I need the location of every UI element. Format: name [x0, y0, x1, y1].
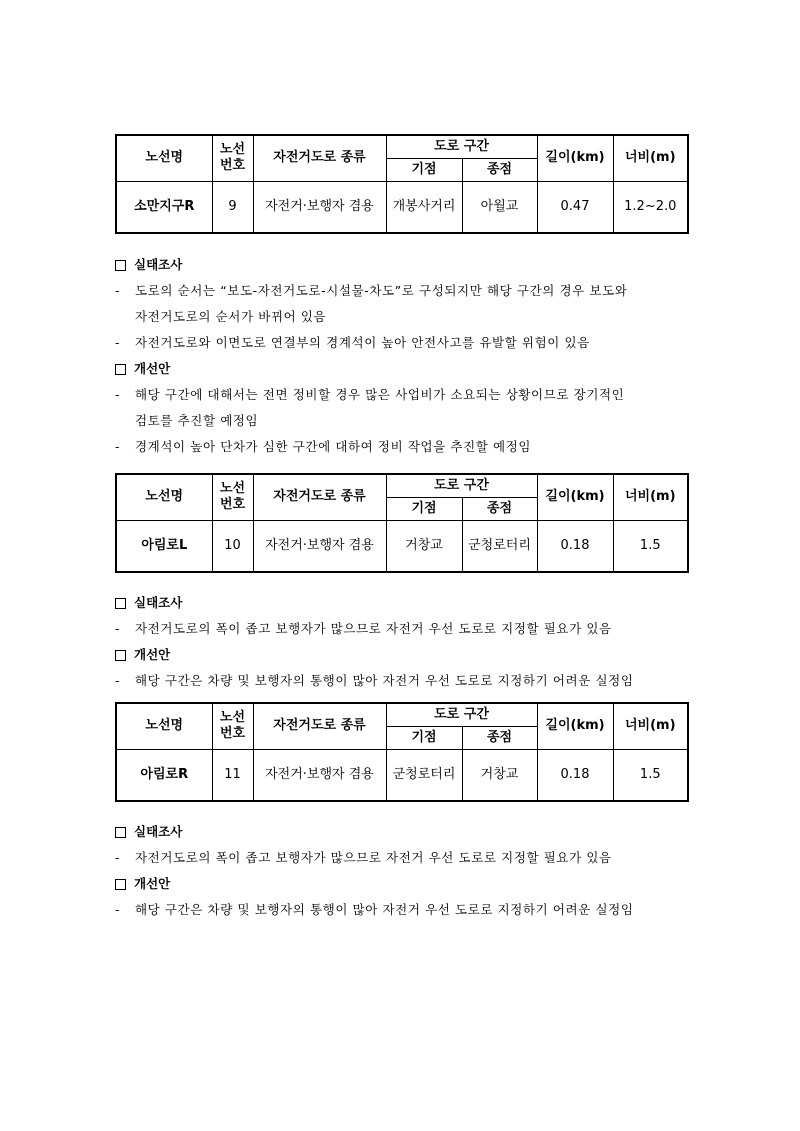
checkbox-square-icon — [115, 364, 126, 375]
survey-heading: 실태조사 — [115, 590, 715, 616]
route-width: 1.2~2.0 — [613, 181, 688, 233]
header-start: 기점 — [386, 726, 462, 749]
route-type: 자전거·보행자 겸용 — [253, 181, 386, 233]
list-item: - 경계석이 높아 단차가 심한 구간에 대하여 정비 작업을 추진할 예정임 — [115, 439, 532, 454]
header-route-name: 노선명 — [116, 474, 212, 520]
table-row — [116, 749, 688, 801]
route-start: 군청로터리 — [386, 749, 462, 801]
route-end: 거창교 — [462, 749, 537, 801]
route-number: 10 — [212, 520, 253, 572]
header-route-name: 노선명 — [116, 703, 212, 749]
header-width: 너비(m) — [613, 135, 688, 181]
survey-heading: 실태조사 — [115, 252, 715, 278]
route-length: 0.18 — [537, 520, 613, 572]
header-route-name: 노선명 — [116, 135, 212, 181]
route-type: 자전거·보행자 겸용 — [253, 749, 386, 801]
checkbox-square-icon — [115, 650, 126, 661]
route-table-2 — [115, 473, 687, 573]
route-start: 거창교 — [386, 520, 462, 572]
improvement-heading: 개선안 — [115, 356, 715, 382]
improvement-heading: 개선안 — [115, 871, 715, 897]
list-item-continued: 검토를 추진할 예정임 — [135, 413, 259, 428]
table-row — [116, 181, 688, 233]
survey-heading: 실태조사 — [115, 819, 715, 845]
header-end: 종점 — [462, 497, 537, 520]
route-end: 아월교 — [462, 181, 537, 233]
route-1-notes — [115, 252, 715, 460]
header-route-number: 노선 번호 — [212, 135, 253, 181]
header-bike-road-type: 자전거도로 종류 — [253, 474, 386, 520]
route-length: 0.47 — [537, 181, 613, 233]
header-bike-road-type: 자전거도로 종류 — [253, 135, 386, 181]
checkbox-square-icon — [115, 598, 126, 609]
route-name: 아림로L — [116, 520, 212, 572]
header-width: 너비(m) — [613, 474, 688, 520]
route-table-1 — [115, 134, 687, 234]
list-item: - 자전거도로의 폭이 좁고 보행자가 많으므로 자전거 우선 도로로 지정할 필요가 있음 — [115, 621, 612, 636]
header-route-number: 노선 번호 — [212, 703, 253, 749]
route-width: 1.5 — [613, 749, 688, 801]
header-bike-road-type: 자전거도로 종류 — [253, 703, 386, 749]
list-item: - 자전거도로의 폭이 좁고 보행자가 많으므로 자전거 우선 도로로 지정할 필요가 있음 — [115, 850, 612, 865]
header-width: 너비(m) — [613, 703, 688, 749]
route-name: 아림로R — [116, 749, 212, 801]
route-3-notes — [115, 819, 715, 923]
route-length: 0.18 — [537, 749, 613, 801]
header-length: 길이(km) — [537, 474, 613, 520]
list-item: - 도로의 순서는 “보도-자전거도로-시설물-차도”로 구성되지만 해당 구간의 경우 보도와 — [115, 283, 628, 298]
route-number: 11 — [212, 749, 253, 801]
route-type: 자전거·보행자 겸용 — [253, 520, 386, 572]
header-road-section: 도로 구간 — [386, 135, 537, 158]
header-end: 종점 — [462, 726, 537, 749]
checkbox-square-icon — [115, 879, 126, 890]
list-item: - 해당 구간은 차량 및 보행자의 통행이 많아 자전거 우선 도로로 지정하기 어려운 실정임 — [115, 902, 634, 917]
header-start: 기점 — [386, 158, 462, 181]
route-end: 군청로터리 — [462, 520, 537, 572]
list-item: - 자전거도로와 이면도로 연결부의 경계석이 높아 안전사고를 유발할 위험이 있음 — [115, 335, 590, 350]
header-end: 종점 — [462, 158, 537, 181]
header-route-number: 노선 번호 — [212, 474, 253, 520]
list-item-continued: 자전거도로의 순서가 바뀌어 있음 — [135, 309, 327, 324]
header-length: 길이(km) — [537, 703, 613, 749]
checkbox-square-icon — [115, 827, 126, 838]
checkbox-square-icon — [115, 260, 126, 271]
header-road-section: 도로 구간 — [386, 474, 537, 497]
route-2-notes — [115, 590, 715, 694]
list-item: - 해당 구간에 대해서는 전면 정비할 경우 많은 사업비가 소요되는 상황이므로 장기적인 — [115, 387, 625, 402]
header-start: 기점 — [386, 497, 462, 520]
header-length: 길이(km) — [537, 135, 613, 181]
route-name: 소만지구R — [116, 181, 212, 233]
route-width: 1.5 — [613, 520, 688, 572]
route-start: 개봉사거리 — [386, 181, 462, 233]
route-table-3 — [115, 702, 687, 802]
table-row — [116, 520, 688, 572]
list-item: - 해당 구간은 차량 및 보행자의 통행이 많아 자전거 우선 도로로 지정하기 어려운 실정임 — [115, 673, 634, 688]
route-number: 9 — [212, 181, 253, 233]
header-road-section: 도로 구간 — [386, 703, 537, 726]
improvement-heading: 개선안 — [115, 642, 715, 668]
